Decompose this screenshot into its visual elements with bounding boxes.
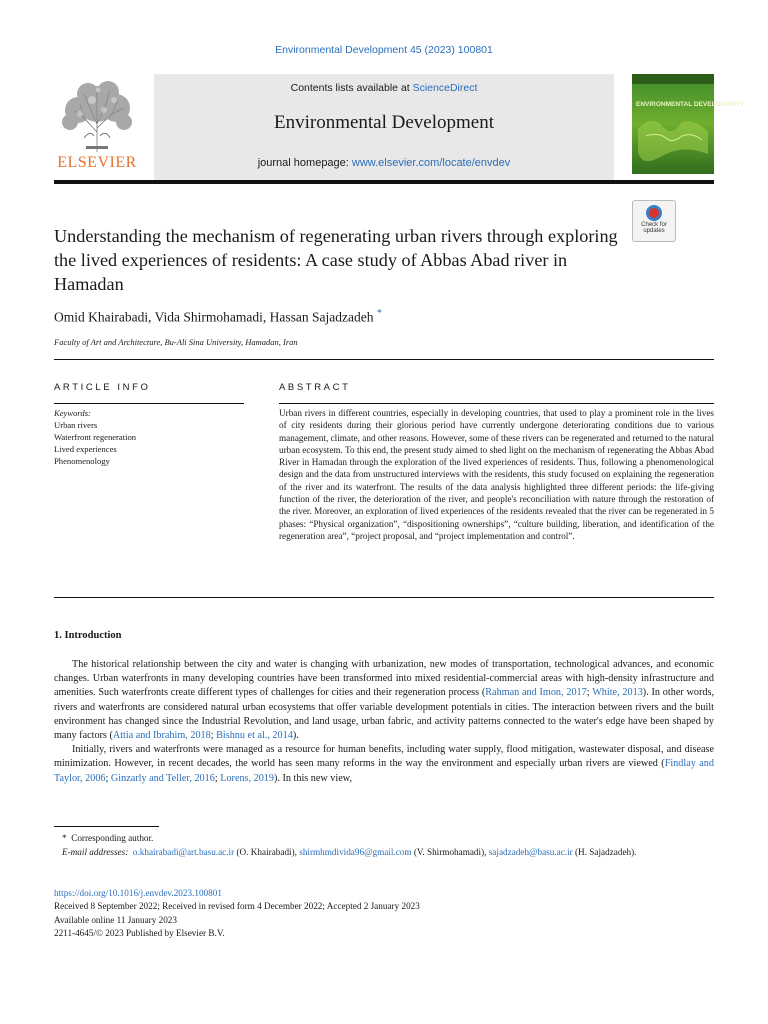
homepage-prefix: journal homepage:	[257, 157, 352, 169]
email-link[interactable]: shirmhmdivida96@gmail.com	[299, 846, 412, 857]
paragraph-text: ;	[214, 772, 221, 784]
email-owner: (O. Khairabadi),	[234, 846, 300, 857]
keywords-label: Keywords:	[54, 408, 91, 418]
citation-link[interactable]: Lorens, 2019	[220, 772, 274, 784]
author-affiliation: Faculty of Art and Architecture, Bu-Ali Sina University, Hamadan, Iran	[54, 337, 298, 347]
paragraph	[54, 658, 714, 743]
elsevier-wordmark[interactable]: ELSEVIER	[57, 154, 137, 171]
contents-lists-line	[154, 82, 614, 94]
corresponding-author-marker[interactable]: *	[376, 308, 382, 319]
publication-info	[54, 887, 420, 940]
keyword-item: Lived experiences	[54, 444, 117, 454]
divider	[54, 359, 714, 360]
check-updates-label-1: Check for	[641, 222, 667, 228]
paragraph-text: ;	[210, 730, 217, 742]
paragraph-text: ;	[586, 687, 593, 699]
check-for-updates-badge[interactable]	[632, 200, 676, 242]
email-link[interactable]: sajadzadeh@basu.ac.ir	[488, 846, 573, 857]
journal-cover-thumbnail[interactable]	[632, 74, 744, 174]
footnote-marker: *	[62, 833, 67, 843]
citation-link[interactable]: White, 2013	[592, 687, 643, 699]
paragraph	[54, 743, 714, 786]
email-label: E-mail addresses:	[62, 846, 129, 857]
citation-link[interactable]: Rahman and Imon, 2017	[485, 687, 587, 699]
check-updates-icon	[646, 205, 662, 221]
divider	[54, 403, 244, 404]
doi-link[interactable]: https://doi.org/10.1016/j.envdev.2023.100801	[54, 888, 222, 898]
corresponding-author-note	[54, 832, 714, 846]
citation-link[interactable]: Bishnu et al., 2014	[216, 730, 293, 742]
divider	[54, 597, 714, 598]
copyright-line: 2211-4645/© 2023 Published by Elsevier B.V.	[54, 927, 225, 938]
keyword-item: Waterfront regeneration	[54, 432, 137, 442]
divider	[279, 403, 714, 404]
abstract-heading: ABSTRACT	[279, 382, 351, 393]
contents-prefix: Contents lists available at	[290, 82, 413, 94]
corresponding-author-text: Corresponding author.	[71, 833, 154, 843]
citation-link[interactable]: Findlay and Taylor, 2006	[54, 758, 714, 784]
citation-link[interactable]: Attia and Ibrahim, 2018	[112, 730, 211, 742]
journal-homepage-link[interactable]: www.elsevier.com/locate/envdev	[351, 157, 511, 169]
paragraph-text: ).	[292, 730, 299, 742]
authors-text: Omid Khairabadi, Vida Shirmohamadi, Hassan Sajadzadeh	[54, 309, 374, 325]
abstract-text: Urban rivers in different countries, especially in developing countries, that used to play a prominent role in the lives of city residents during their glorious period have currently undergone deteriorating conditions due to various management, climate, and other reasons. However, some of these rivers can be regenerated and returned to the natural urban ecosystem. To this end, the present study aimed to shed light on the mechanism of regenerating the Abbas Abad River in Hamadan through the exploration of the lived experiences of residents. Thus, following a phenomenological design and the data from unstructured interviews with the residents, this study focused on explaining the regeneration of the river and its waterfront. The results of the data analysis highlighted three different periods: the life-giving function of the river, the deterioration of the river, and people's reconciliation with nature through the restoration of the river. Moreover, an exploration of lived experiences of the residents revealed that the river can be regenerated in 5 phases: “Physical organization”, “dispositioning ownerships”, “culture building, liberation, and identification of the regeneration area”, “project proposal, and “project implementation and control”.	[279, 408, 714, 541]
email-link[interactable]: o.khairabadi@art.basu.ac.ir	[132, 846, 235, 857]
keywords-block	[54, 407, 136, 467]
introduction-body	[54, 658, 714, 786]
section-heading-introduction: 1. Introduction	[54, 630, 122, 641]
journal-reference[interactable]: Environmental Development 45 (2023) 100801	[275, 44, 493, 56]
paragraph-text: ). In this new view,	[274, 772, 352, 784]
journal-homepage-line	[154, 157, 614, 169]
paragraph-text: The historical relationship between the city and water is changing with urbanization, new modes of transportation, technological advances, and economic changes. Urban waterfronts in many developing countries have been transformed into mixed residential-commercial areas with high-density infrastructure and amenities. Such waterfronts create different types of challenges for cities and their regeneration process (	[54, 659, 714, 699]
email-owner: (H. Sajadzadeh).	[572, 846, 637, 857]
cover-title: ENVIRONMENTAL DEVELOPMENT	[636, 101, 744, 108]
paragraph-text: Initially, rivers and waterfronts were managed as a resource for human benefits, including water supply, flood mitigation, wastewater disposal, and disease minimization. However, in recent decades, the world has seen many reforms in the way the environment and especially urban rivers are viewed (	[54, 744, 714, 770]
article-info-heading: ARTICLE INFO	[54, 382, 151, 393]
available-online-date: Available online 11 January 2023	[54, 914, 177, 925]
keyword-item: Urban rivers	[54, 420, 98, 430]
email-addresses-note	[54, 846, 714, 860]
keyword-item: Phenomenology	[54, 456, 110, 466]
sciencedirect-link[interactable]: ScienceDirect	[412, 82, 478, 94]
journal-title: Environmental Development	[273, 112, 495, 133]
footnote-divider	[54, 826, 159, 827]
paragraph-text: ). In other words, rivers and waterfronts are considered natural urban ecosystems that offer variable development potentials in cities. The interaction between rivers and the built environment has changed since the Industrial Revolution, and land usage, urban fabric, and activity patterns connected to the water's edge have been shaped by many factors (	[54, 687, 714, 742]
received-dates: Received 8 September 2022; Received in revised form 4 December 2022; Accepted 2 January 2023	[54, 901, 420, 912]
paragraph-text: ;	[105, 772, 111, 784]
footnotes	[54, 832, 714, 859]
citation-link[interactable]: Ginzarly and Teller, 2016	[110, 772, 215, 784]
check-updates-label-2: updates	[643, 228, 665, 234]
header-divider	[54, 180, 714, 184]
article-title: Understanding the mechanism of regenerating urban rivers through exploring the lived experiences of residents: A case study of Abbas Abad river in Hamadan	[54, 226, 618, 294]
email-owner: (V. Shirmohamadi),	[411, 846, 489, 857]
author-list	[54, 308, 382, 326]
